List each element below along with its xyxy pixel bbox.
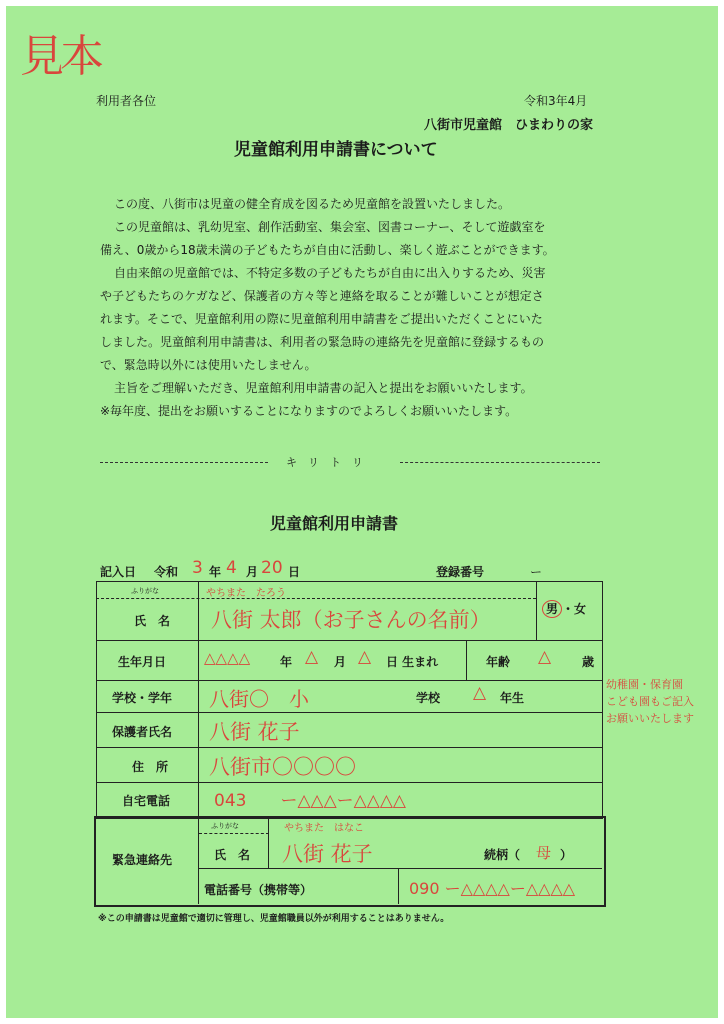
row-line	[96, 712, 602, 713]
cut-line-label: キ リ ト リ	[286, 456, 363, 469]
em-furigana-label: ふりがな	[211, 822, 239, 830]
body-text	[100, 193, 555, 423]
address-label: 住 所	[132, 760, 169, 774]
mobile-label-line	[398, 868, 399, 904]
relation-label: 続柄（	[484, 848, 521, 862]
cut-line-right	[400, 462, 600, 463]
label-column-line	[198, 581, 199, 817]
footnote: ※この申請書は児童館で適切に管理し、児童館職員以外が利用することはありません。	[98, 914, 450, 924]
row-line	[96, 747, 602, 748]
birthdate-label: 生年月日	[118, 655, 167, 669]
body-line: 自由来館の児童館では、不特定多数の子どもたちが自由に出入りするため、災害	[114, 266, 546, 280]
body-line: しました。児童館利用申請書は、利用者の緊急時の連絡先を児童館に登録するもの	[100, 335, 545, 349]
row-line	[199, 868, 602, 869]
entry-date-label: 記入日	[100, 565, 137, 579]
entry-month-value: 4	[226, 558, 237, 578]
body-line: この度、八街市は児童の健全育成を図るため児童館を設置いたしました。	[114, 197, 511, 211]
month-unit: 月	[246, 565, 259, 579]
body-line: や子どもたちのケガなど、保護者の方々等と連絡を取ることが難しいことが想定さ	[100, 289, 544, 303]
body-line: 備え、0歳から18歳未満の子どもたちが自由に活動し、楽しく遊ぶことができます。	[100, 243, 555, 257]
furigana-value: やちまた たろう	[206, 588, 286, 599]
furigana-label: ふりがな	[131, 587, 159, 595]
address-value: 八街市〇〇〇〇	[209, 755, 356, 779]
birth-month-value: △	[305, 647, 319, 667]
entry-day-value: 20	[261, 558, 283, 578]
registration-number-label: 登録番号	[436, 565, 485, 579]
relation-close: ）	[560, 848, 573, 862]
side-note-line: お願いいたします	[606, 712, 694, 725]
row-line	[96, 640, 602, 641]
row-line	[96, 680, 602, 681]
birth-day-value: △	[358, 647, 372, 667]
body-line: で、緊急時以外には使用いたしません。	[100, 358, 317, 372]
recipient: 利用者各位	[96, 94, 157, 108]
age-column-line	[466, 640, 467, 680]
entry-year-value: 3	[192, 558, 203, 578]
form-title: 児童館利用申請書	[270, 514, 399, 533]
row-line	[96, 782, 602, 783]
gender-column-line	[536, 581, 537, 641]
grade-unit: 年生	[500, 691, 525, 705]
guardian-label: 保護者氏名	[112, 725, 173, 739]
body-line: 主旨をご理解いただき、児童館利用申請書の記入と提出をお願いいたします。	[114, 381, 533, 395]
birth-day-unit: 日 生まれ	[386, 655, 439, 669]
guardian-value: 八街 花子	[209, 720, 300, 744]
mobile-value: 090 ー△△△△ー△△△△	[409, 879, 576, 898]
em-furigana-value: やちまた はなこ	[284, 823, 364, 834]
school-value: 八街〇 小	[209, 687, 309, 711]
birth-year-value: △△△△	[204, 649, 251, 667]
em-name-label-line	[268, 817, 269, 869]
school-label: 学校・学年	[112, 691, 173, 705]
cut-line-left	[100, 462, 268, 463]
year-unit: 年	[209, 565, 222, 579]
page-title: 児童館利用申請書について	[234, 140, 438, 160]
name-label: 氏 名	[134, 614, 171, 628]
age-unit: 歳	[582, 655, 595, 669]
em-name-value: 八街 花子	[282, 842, 373, 866]
relation-value: 母	[536, 844, 552, 862]
gender-female: 女	[574, 602, 587, 616]
era-label: 令和	[154, 565, 179, 579]
body-line: れます。そこで、児童館利用の際に児童館利用申請書をご提出いただくことにいた	[100, 312, 543, 326]
home-phone-value: 043 ー△△△ー△△△△	[214, 791, 406, 811]
em-furigana-divider	[199, 833, 269, 835]
gender-separator: ・	[562, 602, 575, 616]
birth-year-unit: 年	[280, 655, 293, 669]
body-line: この児童館は、乳幼児室、創作活動室、集会室、図書コーナー、そして遊戯室を	[114, 220, 546, 234]
child-name-value: 八街 太郎（お子さんの名前）	[211, 608, 491, 632]
issue-date: 令和3年4月	[524, 94, 588, 108]
age-label: 年齢	[486, 655, 511, 669]
home-phone-label: 自宅電話	[122, 794, 171, 808]
issuer: 八街市児童館 ひまわりの家	[424, 118, 594, 133]
school-word: 学校	[416, 691, 441, 705]
birth-month-unit: 月	[334, 655, 347, 669]
gender-male: 男	[542, 600, 562, 618]
grade-value: △	[473, 683, 487, 703]
side-note-line: こども園もご記入	[606, 695, 694, 708]
registration-number-value: ー	[530, 565, 543, 579]
emergency-contact-label: 緊急連絡先	[112, 853, 173, 867]
em-name-label: 氏 名	[214, 848, 251, 862]
sample-stamp: 見本	[20, 31, 100, 82]
body-line: ※毎年度、提出をお願いすることになりますのでよろしくお願いいたします。	[100, 404, 518, 418]
side-note	[606, 676, 694, 727]
furigana-divider	[96, 598, 536, 600]
emergency-label-line	[198, 817, 199, 904]
gender-selector	[542, 600, 586, 617]
day-unit: 日	[288, 565, 301, 579]
age-value: △	[538, 647, 552, 667]
document-page	[6, 6, 718, 1018]
mobile-label: 電話番号（携帯等）	[204, 883, 313, 897]
side-note-line: 幼稚園・保育園	[606, 678, 683, 691]
